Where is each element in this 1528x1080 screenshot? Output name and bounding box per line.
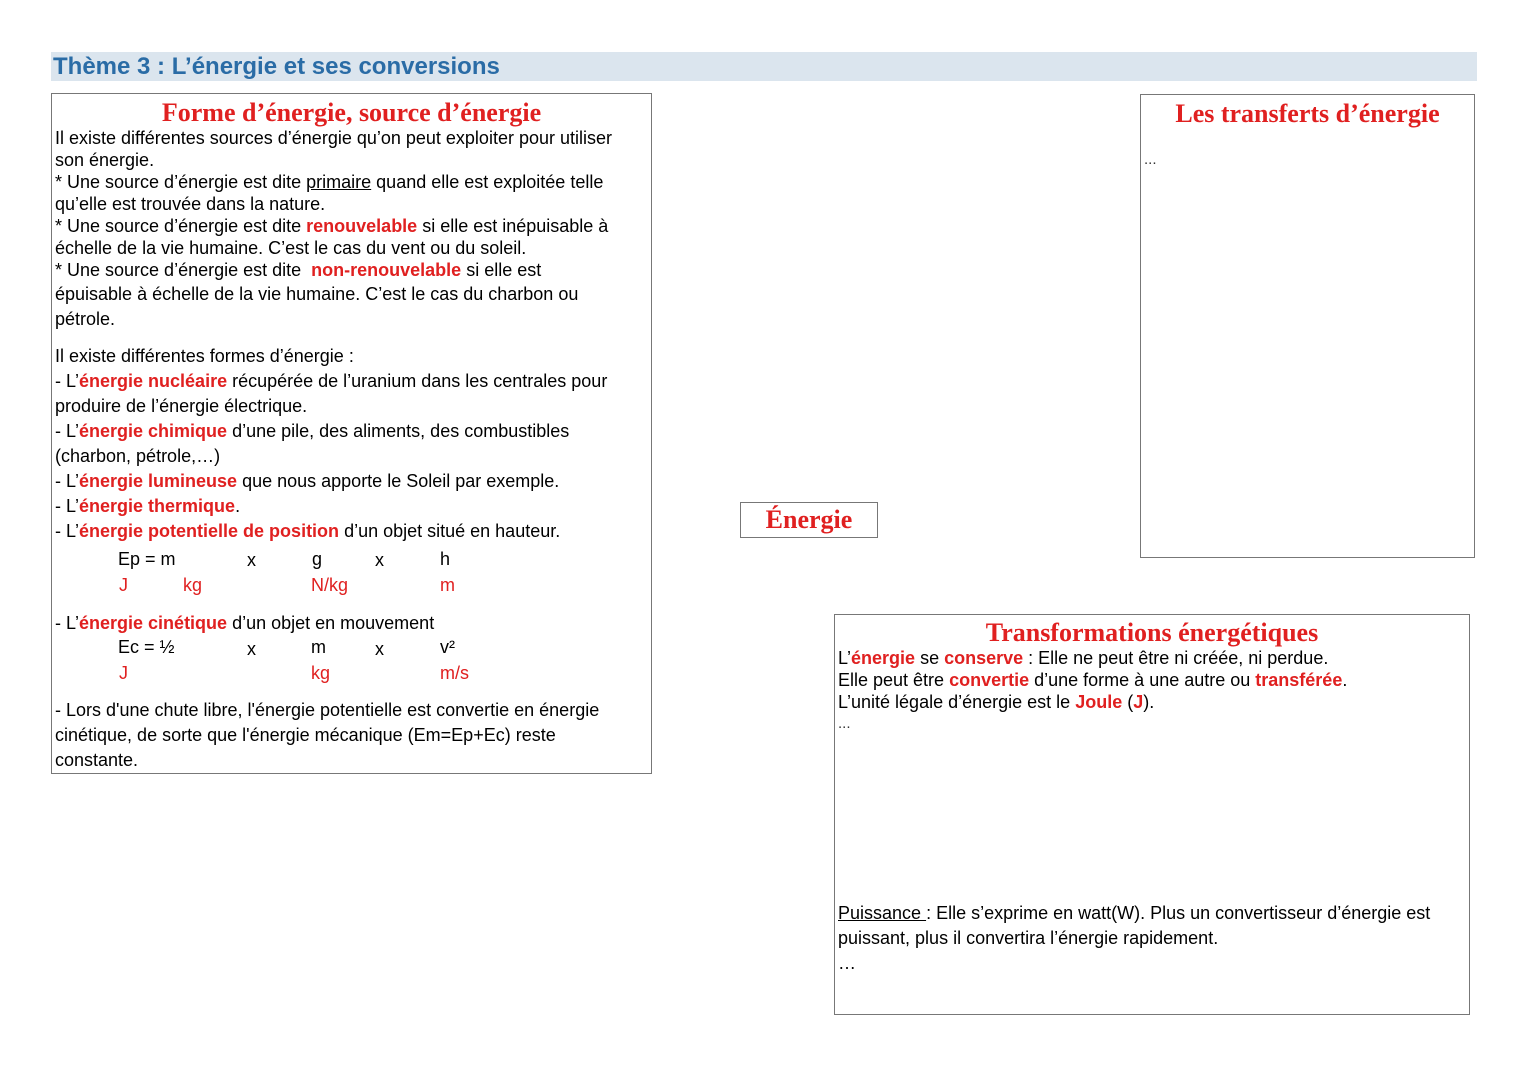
text: - L’ bbox=[55, 371, 80, 391]
unite-line bbox=[838, 691, 1347, 713]
theme-banner bbox=[51, 52, 1477, 81]
ec-formula-term: Ec = ½ bbox=[118, 637, 175, 657]
text: d’un objet situé en hauteur. bbox=[339, 521, 561, 541]
ec-unit: m/s bbox=[440, 663, 469, 683]
text-line: constante. bbox=[55, 750, 139, 770]
text: d’un objet en mouvement bbox=[227, 613, 435, 633]
renouvelable-line bbox=[55, 215, 612, 237]
ec-formula-term: v² bbox=[440, 637, 455, 657]
text-line: (charbon, pétrole,…) bbox=[55, 446, 221, 466]
text-line: pétrole. bbox=[55, 309, 116, 329]
ep-unit: kg bbox=[183, 575, 203, 595]
text: : Elle s’exprime en watt(W). Plus un convertisseur d’énergie est bbox=[926, 903, 1431, 923]
forme-title: Forme d’énergie, source d’énergie bbox=[161, 98, 542, 127]
thermique-term: énergie thermique bbox=[79, 496, 236, 516]
energie-term: énergie bbox=[851, 648, 916, 668]
chimique-term: énergie chimique bbox=[79, 421, 228, 441]
joule-symbol: J bbox=[1133, 692, 1144, 712]
primaire-term: primaire bbox=[306, 172, 372, 192]
chute-libre-paragraph bbox=[55, 698, 599, 773]
ec-unit: kg bbox=[311, 663, 331, 683]
transferts-box bbox=[1140, 94, 1475, 558]
text: si elle est bbox=[461, 260, 542, 280]
text: que nous apporte le Soleil par exemple. bbox=[237, 471, 560, 491]
ep-unit: N/kg bbox=[311, 575, 349, 595]
text: ( bbox=[1122, 692, 1134, 712]
text: : Elle ne peut être ni créée, ni perdue. bbox=[1023, 648, 1329, 668]
text: ). bbox=[1143, 692, 1155, 712]
text: se bbox=[915, 648, 945, 668]
text-line: produire de l’énergie électrique. bbox=[55, 396, 308, 416]
text: L’ bbox=[838, 648, 852, 668]
ec-formula-times: x bbox=[247, 639, 256, 659]
ep-formula-times: x bbox=[247, 550, 256, 570]
forme-energie-box bbox=[51, 93, 652, 774]
ec-unit: J bbox=[119, 663, 128, 683]
puissance-term: Puissance bbox=[838, 903, 927, 923]
paragraph bbox=[55, 127, 612, 281]
text-line: échelle de la vie humaine. C’est le cas du vent ou du soleil. bbox=[55, 238, 527, 258]
text-line: puissant, plus il convertira l’énergie rapidement. bbox=[838, 928, 1219, 948]
transformations-title: Transformations énergétiques bbox=[985, 618, 1319, 647]
text-line: qu’elle est trouvée dans la nature. bbox=[55, 194, 326, 214]
nucleaire-line bbox=[55, 369, 607, 394]
energie-label: Énergie bbox=[765, 505, 853, 534]
energie-center-box bbox=[740, 502, 878, 538]
non-renouvelable-line bbox=[55, 259, 612, 281]
transformations-box bbox=[834, 614, 1470, 1015]
text: * Une source d’énergie est dite bbox=[55, 216, 307, 236]
text: . bbox=[1342, 670, 1348, 690]
text: - L’ bbox=[55, 496, 80, 516]
text-line: Il existe différentes sources d’énergie qu’on peut exploiter pour utiliser bbox=[55, 128, 612, 148]
convertie-line bbox=[838, 669, 1347, 691]
text: * Une source d’énergie est dite bbox=[55, 172, 307, 192]
chimique-line bbox=[55, 419, 607, 444]
text: récupérée de l’uranium dans les centrales pour bbox=[227, 371, 608, 391]
text-line: son énergie. bbox=[55, 150, 155, 170]
potentielle-term: énergie potentielle de position bbox=[79, 521, 340, 541]
cinetique-line bbox=[55, 612, 434, 634]
text: - L’ bbox=[55, 613, 80, 633]
puissance-paragraph bbox=[838, 901, 1430, 976]
puissance-line bbox=[838, 901, 1430, 926]
text: si elle est inépuisable à bbox=[417, 216, 609, 236]
ec-formula-term: m bbox=[311, 637, 326, 657]
convertie-term: convertie bbox=[949, 670, 1030, 690]
text: * Une source d’énergie est dite bbox=[55, 260, 312, 280]
renouvelable-term: renouvelable bbox=[306, 216, 418, 236]
cinetique-term: énergie cinétique bbox=[79, 613, 228, 633]
lumineuse-line bbox=[55, 469, 607, 494]
joule-term: Joule bbox=[1075, 692, 1123, 712]
thermique-line bbox=[55, 494, 607, 519]
ep-unit: m bbox=[440, 575, 455, 595]
text: quand elle est exploitée telle bbox=[371, 172, 604, 192]
transferts-ellipsis: ... bbox=[1144, 151, 1157, 168]
text: - L’ bbox=[55, 471, 80, 491]
transferee-term: transférée bbox=[1255, 670, 1343, 690]
text-line: Il existe différentes formes d’énergie : bbox=[55, 346, 354, 366]
conserve-term: conserve bbox=[944, 648, 1024, 668]
potentielle-line bbox=[55, 519, 607, 544]
ep-unit: J bbox=[119, 575, 128, 595]
conserve-line bbox=[838, 647, 1347, 669]
text-line: - Lors d'une chute libre, l'énergie potentielle est convertie en énergie bbox=[55, 700, 600, 720]
formes-list bbox=[55, 344, 607, 544]
ep-formula-term: Ep = m bbox=[118, 549, 176, 569]
ep-formula-term: g bbox=[312, 549, 323, 569]
text-line: cinétique, de sorte que l'énergie mécanique (Em=Ep+Ec) reste bbox=[55, 725, 556, 745]
ellipsis: ... bbox=[838, 715, 851, 732]
transferts-title: Les transferts d’énergie bbox=[1175, 99, 1440, 128]
text-line: épuisable à échelle de la vie humaine. C’est le cas du charbon ou bbox=[55, 284, 579, 304]
paragraph bbox=[838, 647, 1347, 735]
ec-formula-times: x bbox=[375, 639, 384, 659]
paragraph bbox=[55, 282, 578, 332]
text: Elle peut être bbox=[838, 670, 950, 690]
text: . bbox=[235, 496, 241, 516]
primaire-line bbox=[55, 171, 612, 193]
text: d’une pile, des aliments, des combustibles bbox=[227, 421, 570, 441]
text: - L’ bbox=[55, 521, 80, 541]
theme-title: Thème 3 : L’énergie et ses conversions bbox=[53, 53, 500, 80]
text: - L’ bbox=[55, 421, 80, 441]
ep-formula-term: h bbox=[440, 549, 451, 569]
non-renouvelable-term: non-renouvelable bbox=[311, 260, 462, 280]
ep-formula-times: x bbox=[375, 550, 384, 570]
nucleaire-term: énergie nucléaire bbox=[79, 371, 228, 391]
ellipsis: … bbox=[838, 953, 856, 973]
text: d’une forme à une autre ou bbox=[1029, 670, 1256, 690]
text: L’unité légale d’énergie est le bbox=[838, 692, 1076, 712]
lumineuse-term: énergie lumineuse bbox=[79, 471, 238, 491]
